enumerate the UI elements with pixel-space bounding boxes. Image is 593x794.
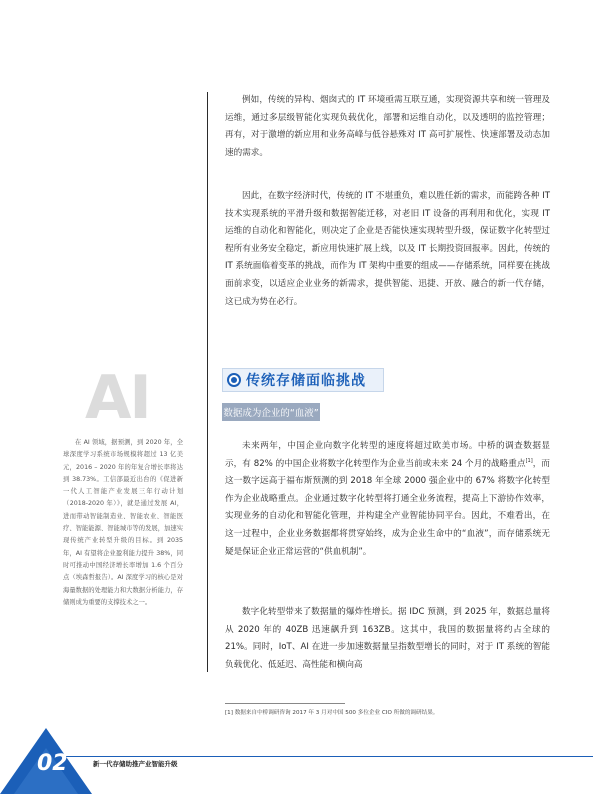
sidebar-ai-watermark: AI [85,363,150,433]
column-divider [207,92,208,672]
paragraph-3-text-b: ，而这一数字远高于福布斯预测的到 2018 年全球 2000 强企业中的 67% 将数字化转型作为企业战略重点。企业通过数字化转型将打通全业务流程，提高上下游协作效率，实现业务的自动化和智能化管理，并构建全产业智能协同平台。因此，不难看出，在这一过程中，企业业务数据都将贯穿始终，成为企业生命中的“血液”，而存储系统无疑是保证企业正常运营的“供血机制”。 [225,458,550,557]
body-paragraph-3 [225,438,550,561]
section-heading [222,368,384,392]
footnote-ref: [1] [525,457,533,464]
body-paragraph-1: 例如，传统的异构、烟囱式的 IT 环境亟需互联互通，实现资源共享和统一管理及运维，通过多层级智能化实现负载优化，部署和运维自动化，以及透明的监控管理；再有，对于激增的新应用和业务高峰与低谷悬殊对 IT 高可扩展性、快速部署及动态加速的需求。 [225,95,550,158]
page-number: 02 [37,751,68,776]
footnote: [1] 数据来自中桥调研咨询 2017 年 3 月对中国 500 多位企业 CIO 所做的调研结果。 [225,710,439,716]
footer-rule [48,756,593,757]
disc-icon [227,373,241,387]
footer-title: 新一代存储助推产业智能升级 [93,760,178,768]
body-paragraph-4: 数字化转型带来了数据量的爆炸性增长。据 IDC 预测，到 2025 年，数据总量将从 2020 年的 40ZB 迅速飙升到 163ZB。这其中，我国的数据量将约占全球的 21%。同时，IoT、AI 在进一步加速数据量呈指数型增长的同时，对于 IT 系统的智能负载优化、低延迟、高性能和横向高 [225,607,550,670]
paragraph-3-text-a: 未来两年，中国企业向数字化转型的速度将超过欧美市场。中桥的调查数据显示，有 82% 的中国企业将数字化转型作为企业当前或未来 24 个月的战略重点 [225,441,550,469]
sidebar-text: 在 AI 领域，据预测，到 2020 年，全球深度学习系统市场规模将超过 13 亿美元，2016 – 2020 年的年复合增长率将达到 38.73%。工信部最近出台的《促进新一代人工智能产业发展三年行动计划（2018-2020 年）》，就是通过发展 AI，进而带动智能制造业、智能农业、智能医疗、智能能源、智能城市等的发展，加速实现传统产业转型升级的目标。到 2035 年，AI 有望将企业盈利能力提升 38%，同时可推动中国经济增长率增加 1.6 个百分点（埃森哲报告）。AI 深度学习的核心是对海量数据的处理能力和大数据分析能力，存储则成为重要的支撑技术之一。 [63,439,183,606]
footnote-rule [225,703,345,704]
section-title: 传统存储面临挑战 [246,373,366,389]
subsection-heading: 数据成为企业的“血液” [222,403,320,421]
body-paragraph-2: 因此，在数字经济时代，传统的 IT 不堪重负，难以胜任新的需求，而能跨各种 IT 技术实现系统的平滑升级和数据智能迁移，对老旧 IT 设备的再利用和优化，实现 IT 运维的自动化和智能化，则决定了企业是否能快速实现转型升级，保证数字化转型过程所有业务安全稳定，新应用快速扩展上线，以及 IT 长期投资回报率。因此，传统的 IT 系统面临着变革的挑战，而作为 IT 架构中重要的组成——存储系统，同样要在挑战面前求变，以适应企业业务的新需求，提供智能、迅捷、开放、融合的新一代存储，这已成为势在必行。 [225,191,550,307]
